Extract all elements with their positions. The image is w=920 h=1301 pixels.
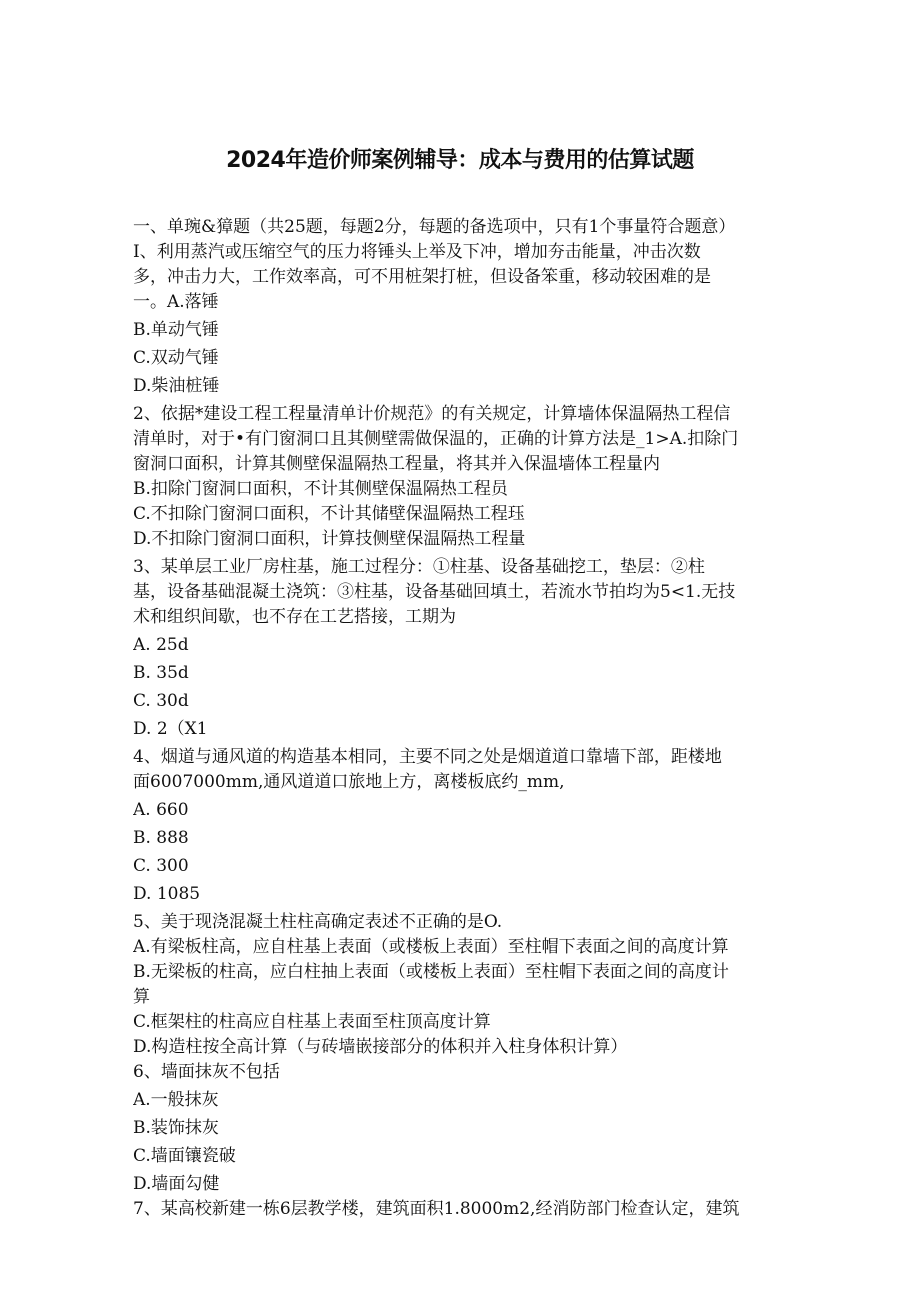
- text-line: 2、依据*建设工程工程量清单计价规范》的有关规定，计算墙体保温隔热工程信: [133, 404, 731, 424]
- text-line: D.构造柱按全高计算（与砖墙嵌接部分的体积并入柱身体积计算）: [133, 1037, 628, 1057]
- text-line: C.框架柱的柱高应自柱基上表面至柱顶高度计算: [133, 1012, 491, 1032]
- text-line: 一。A.落锤: [133, 292, 219, 312]
- text-line: 一、单琬&獐题（共25题，每题2分，每题的备选项中，只有1个事量符合题意）: [133, 217, 736, 237]
- text-line: 算: [133, 987, 150, 1007]
- text-line: A. 25d: [133, 635, 189, 655]
- text-line: D.柴油桩锤: [133, 376, 220, 396]
- text-line: B.单动气锤: [133, 320, 219, 340]
- text-line: C.墙面镶瓷破: [133, 1146, 236, 1166]
- text-line: B.无梁板的柱高，应白柱抽上表面（或楼板上表面）至柱帽下表面之间的高度计: [133, 962, 729, 982]
- document-body: [133, 215, 793, 1222]
- text-line: C.双动气锤: [133, 348, 219, 368]
- text-line: D. 1085: [133, 884, 201, 904]
- text-line: 基，设备基础混凝土浇筑：③柱基，设备基础回填土，若流水节拍均为5<1.无技: [133, 582, 736, 602]
- text-line: 术和组织间歇，也不存在工艺搭接，工期为: [133, 607, 456, 627]
- text-line: I、利用蒸汽或压缩空气的压力将锤头上举及下冲，增加夯击能量，冲击次数: [133, 242, 701, 262]
- text-line: C.不扣除门窗洞口面积，不计其储壁保温隔热工程珏: [133, 504, 525, 524]
- text-line: D.不扣除门窗洞口面积，计算技侧壁保温隔热工程量: [133, 529, 526, 549]
- text-line: 清单时，对于•有门窗洞口且其侧壁需做保温的，正确的计算方法是_1>A.扣除门: [133, 429, 739, 449]
- text-line: B.扣除门窗洞口面积，不计其侧壁保温隔热工程员: [133, 479, 508, 499]
- text-line: A.一般抹灰: [133, 1090, 219, 1110]
- text-line: 面6007000mm,通风道道口旅地上方，离楼板底约_mm,: [133, 772, 565, 792]
- text-line: 6、墙面抹灰不包括: [133, 1062, 280, 1082]
- document-title: 2024年造价师案例辅导：成本与费用的估算试题: [226, 148, 694, 173]
- text-line: C. 30d: [133, 691, 189, 711]
- text-line: C. 300: [133, 856, 189, 876]
- text-line: A.有梁板柱高，应自柱基上表面（或楼板上表面）至柱帽下表面之间的高度计算: [133, 937, 729, 957]
- text-line: 3、某单层工业厂房柱基，施工过程分：①柱基、设备基础挖工，垫层：②柱: [133, 557, 705, 577]
- text-line: B.装饰抹灰: [133, 1118, 219, 1138]
- text-line: 5、美于现浇混凝土柱柱高确定表述不正确的是O.: [133, 912, 503, 932]
- text-line: A. 660: [133, 800, 189, 820]
- text-line: 7、某高校新建一栋6层教学楼，建筑面积1.8000m2,经消防部门检查认定，建筑: [133, 1199, 740, 1219]
- text-line: 多，冲击力大，工作效率高，可不用桩架打桩，但设备笨重，移动较困难的是: [133, 267, 711, 287]
- text-line: 4、烟道与通风道的构造基本相同，主要不同之处是烟道道口靠墙下部，距楼地: [133, 747, 722, 767]
- text-line: 窗洞口面积，计算其侧壁保温隔热工程量，将其并入保温墙体工程量内: [133, 454, 660, 474]
- text-line: D. 2（X1: [133, 719, 208, 739]
- text-line: B. 35d: [133, 663, 189, 683]
- text-line: D.墙面勾健: [133, 1174, 220, 1194]
- text-line: B. 888: [133, 828, 189, 848]
